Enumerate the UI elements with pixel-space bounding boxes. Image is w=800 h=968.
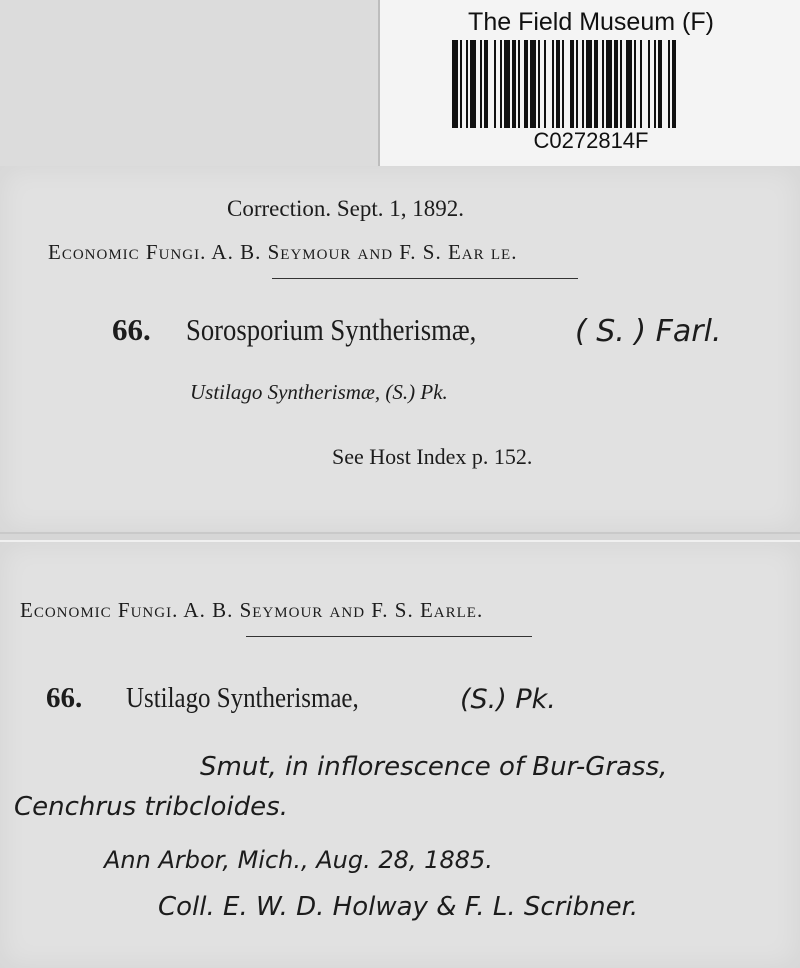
exsiccata-number: 66. [46,682,83,714]
host-index-reference: See Host Index p. 152. [332,444,533,469]
exsiccata-number: 66. [112,312,151,347]
synonym: Ustilago Syntherismæ, (S.) Pk. [190,380,448,404]
host-species: Cenchrus tribcloides. [14,792,288,822]
barcode-card [378,0,800,166]
divider-rule [246,636,532,637]
correction-date: Correction. Sept. 1, 1892. [227,196,464,221]
catalog-number: C0272814F [533,128,649,153]
collection-locality: Ann Arbor, Mich., Aug. 28, 1885. [104,846,493,874]
species-authority: ( S. ) Farl. [575,314,722,349]
collectors: Coll. E. W. D. Holway & F. L. Scribner. [158,892,639,922]
species-name: Sorosporium Syntherismæ, [186,312,477,347]
institution-name: The Field Museum (F) [468,8,714,36]
species-authority: (S.) Pk. [460,684,556,715]
host-description: Smut, in inflorescence of Bur-Grass, [200,752,668,782]
divider-rule [272,278,578,279]
original-label [0,540,800,968]
correction-label [0,166,800,534]
series-header: Economic Fungi. A. B. Seymour and F. S. Ear le. [48,240,518,264]
barcode [452,40,754,128]
species-name: Ustilago Syntherismae, [126,682,359,714]
series-header: Economic Fungi. A. B. Seymour and F. S. Earle. [20,598,484,622]
